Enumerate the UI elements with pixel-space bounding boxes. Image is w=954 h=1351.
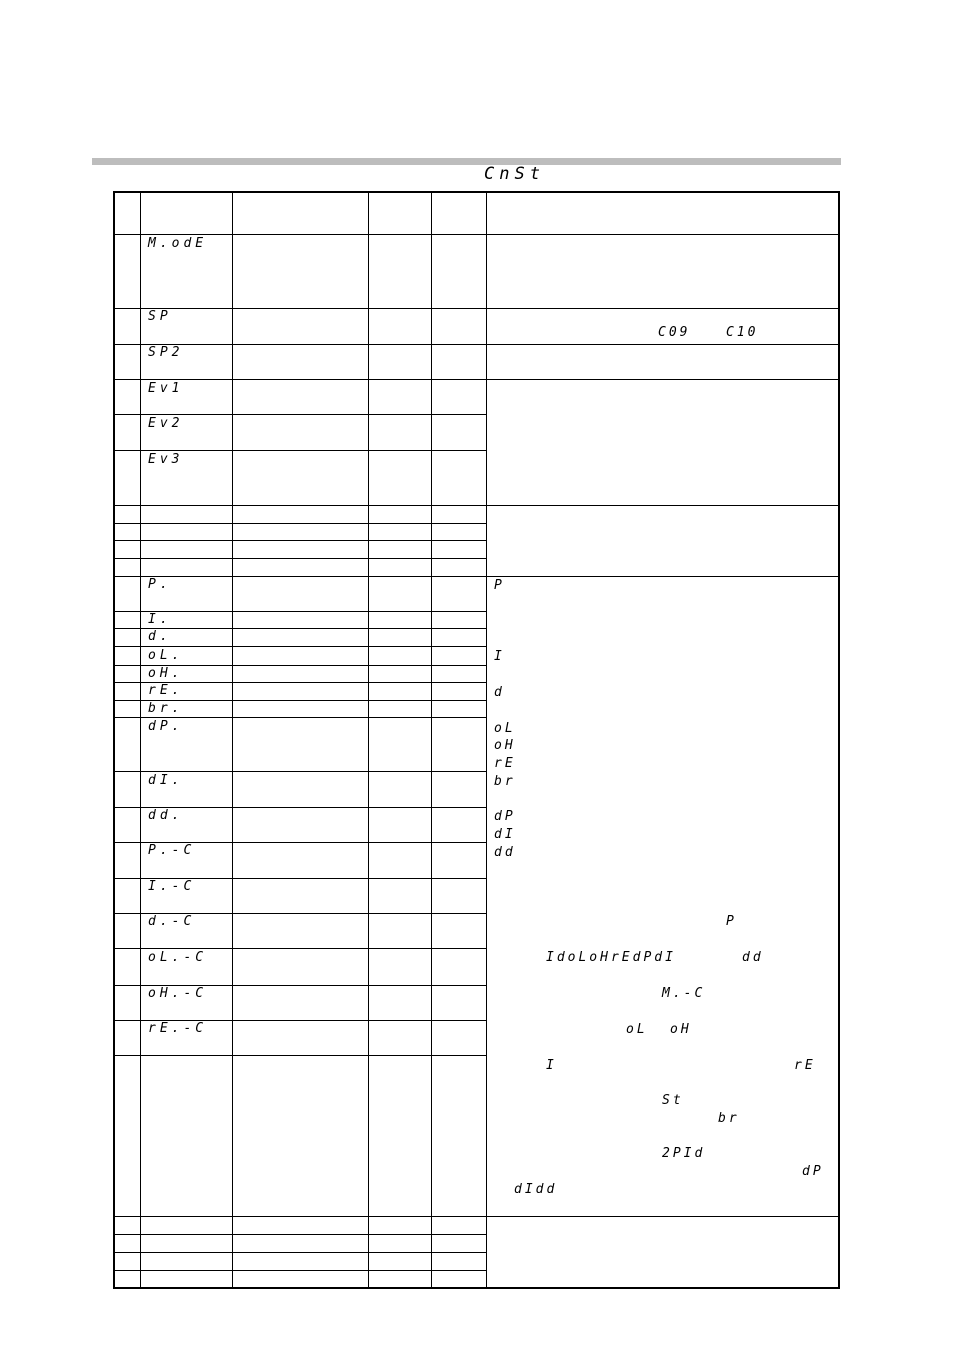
desc-code: M.-C (662, 986, 706, 1001)
desc-code: dIdd (514, 1182, 558, 1197)
col-divider (431, 192, 432, 1288)
desc-code: C09 (658, 325, 691, 340)
param-code: oH.-C (148, 986, 208, 1001)
desc-code: I (494, 649, 505, 664)
col-divider (140, 192, 141, 1288)
row-divider (114, 1055, 486, 1056)
param-code: rE.-C (148, 1021, 208, 1036)
param-code: dP. (148, 719, 184, 734)
desc-code: St (662, 1093, 684, 1108)
desc-code: oL (494, 721, 516, 736)
desc-code: C10 (726, 325, 759, 340)
param-code: oL. (148, 648, 184, 663)
desc-code: dd (742, 950, 764, 965)
row-divider (114, 379, 840, 380)
desc-code: dP (494, 809, 516, 824)
row-divider (114, 505, 840, 506)
param-code: Ev3 (148, 452, 184, 467)
row-divider (114, 1252, 486, 1253)
param-code: d.-C (148, 914, 196, 929)
param-code: M.odE (148, 236, 208, 251)
param-code: I. (148, 612, 172, 627)
param-code: P.-C (148, 843, 196, 858)
param-code: dd. (148, 808, 184, 823)
desc-code: dP (802, 1164, 824, 1179)
param-code: Ev1 (148, 381, 184, 396)
desc-code: rE (494, 756, 516, 771)
desc-code: P (494, 578, 505, 593)
param-code: SP2 (148, 345, 184, 360)
param-code: Ev2 (148, 416, 184, 431)
desc-code: d (494, 685, 505, 700)
row-divider (114, 308, 840, 309)
desc-code: oL (626, 1022, 648, 1037)
col-divider (486, 192, 487, 1288)
row-divider (114, 234, 840, 235)
page-title: CnSt (484, 164, 545, 184)
row-divider (114, 558, 486, 559)
desc-code: rE (794, 1058, 816, 1073)
row-divider (114, 1216, 840, 1217)
param-code: SP (148, 309, 172, 324)
row-divider (114, 1270, 486, 1271)
row-divider (114, 771, 486, 772)
col-divider (368, 192, 369, 1288)
row-divider (114, 948, 486, 949)
row-divider (114, 523, 486, 524)
param-code: I.-C (148, 879, 196, 894)
row-divider (114, 450, 486, 451)
row-divider (114, 414, 486, 415)
row-divider (114, 344, 840, 345)
row-divider (114, 1234, 486, 1235)
row-divider (114, 540, 486, 541)
param-code: d. (148, 629, 172, 644)
param-code: oL.-C (148, 950, 208, 965)
desc-code: br (718, 1111, 740, 1126)
desc-code: oH (494, 738, 516, 753)
param-code: oH. (148, 666, 184, 681)
desc-code: oH (670, 1022, 692, 1037)
desc-code: br (494, 774, 516, 789)
row-divider (114, 576, 840, 577)
section-header-bar (92, 158, 841, 165)
col-divider (232, 192, 233, 1288)
row-divider (114, 717, 486, 718)
desc-code: dd (494, 845, 516, 860)
desc-code: IdoLoHrEdPdI (546, 950, 676, 965)
desc-code: P (726, 914, 737, 929)
param-code: P. (148, 577, 172, 592)
desc-code: dI (494, 827, 516, 842)
param-code: br. (148, 701, 184, 716)
desc-code: I (546, 1058, 557, 1073)
desc-code: 2PId (662, 1146, 706, 1161)
param-code: rE. (148, 683, 184, 698)
param-code: dI. (148, 773, 184, 788)
row-divider (114, 646, 486, 647)
